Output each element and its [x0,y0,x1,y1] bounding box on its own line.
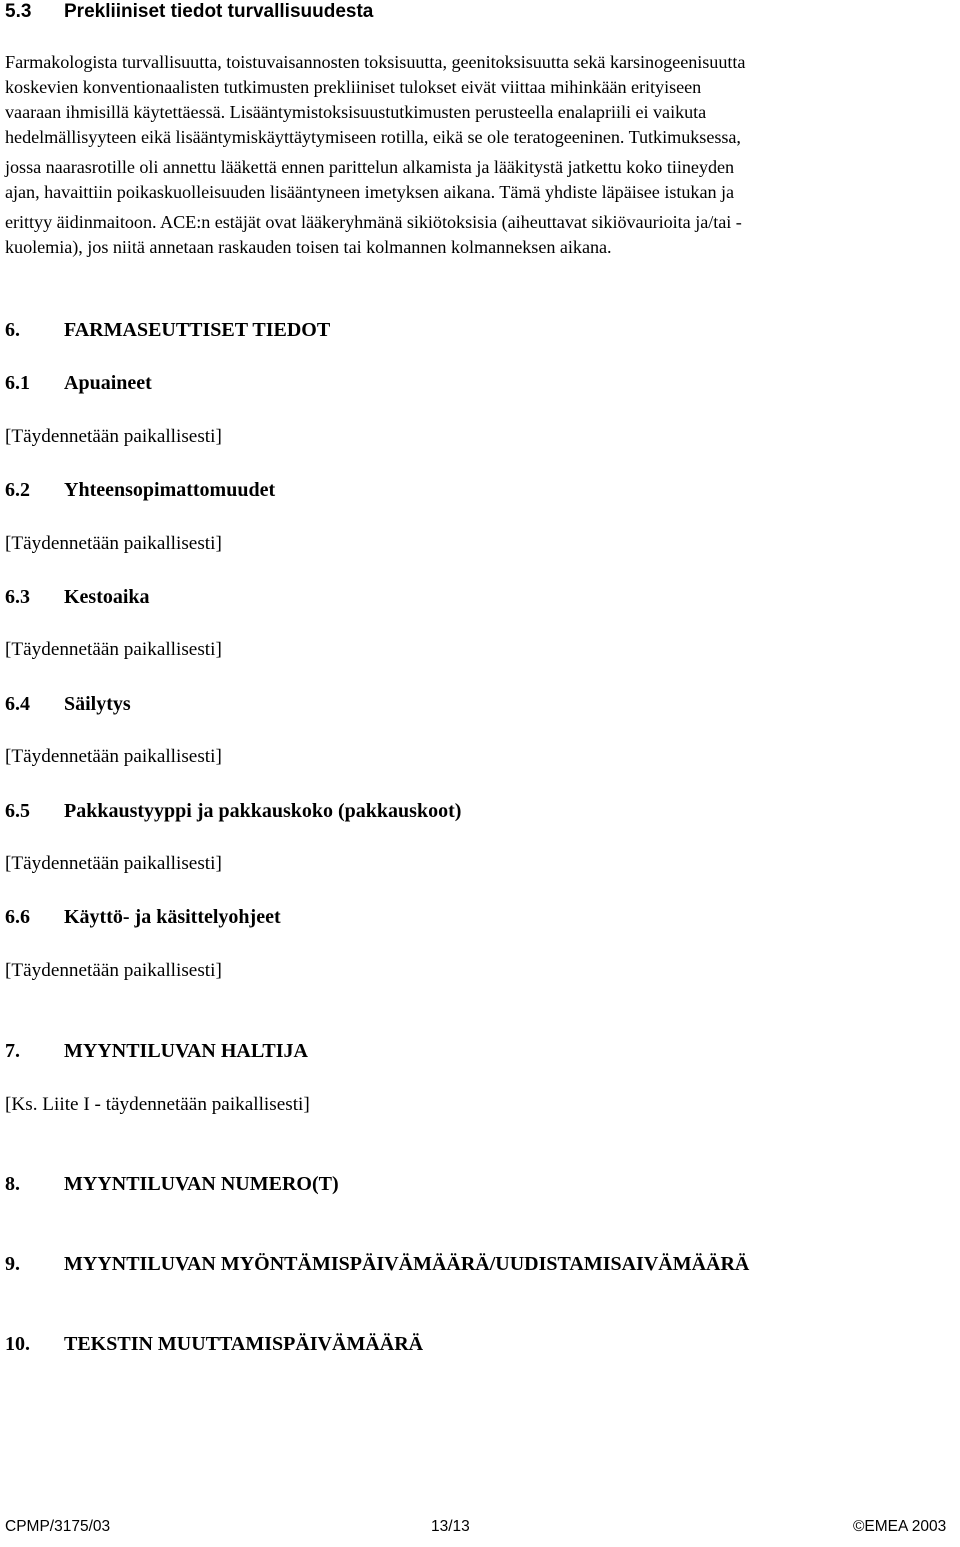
paragraph-line: ajan, havaittiin poikaskuolleisuuden lisääntyneen imetyksen aikana. Tämä yhdiste läpäisee istukan ja [5,182,735,202]
section-9-title: MYYNTILUVAN MYÖNTÄMISPÄIVÄMÄÄRÄ/UUDISTAMISAIVÄMÄÄRÄ [64,1253,750,1275]
section-5-3-title: Prekliiniset tiedot turvallisuudesta [64,1,374,22]
paragraph-line: jossa naarasrotille oli annettu lääkettä ennen parittelun alkamista ja lääkitystä jatkettu koko tiineyden [5,157,735,177]
footer-page-number: 13/13 [431,1518,470,1535]
paragraph-line: kuolemia), jos niitä annetaan raskauden toisen tai kolmannen kolmanneksen aikana. [5,237,612,257]
section-7-title: MYYNTILUVAN HALTIJA [64,1040,308,1062]
section-8-number: 8. [5,1173,20,1195]
subsection-6-4-content: [Täydennetään paikallisesti] [5,746,222,767]
section-10-number: 10. [5,1333,30,1355]
subsection-6-3-number: 6.3 [5,586,30,608]
subsection-6-1-content: [Täydennetään paikallisesti] [5,426,222,447]
subsection-6-1-number: 6.1 [5,372,30,394]
paragraph-line: erittyy äidinmaitoon. ACE:n estäjät ovat lääkeryhmänä sikiötoksisia (aiheuttavat sikiövaurioita ja/tai - [5,212,742,232]
section-5-3-number: 5.3 [5,1,32,22]
subsection-6-3-content: [Täydennetään paikallisesti] [5,639,222,660]
subsection-6-2-title: Yhteensopimattomuudet [64,479,276,501]
section-9-number: 9. [5,1253,20,1275]
section-6-title: FARMASEUTTISET TIEDOT [64,319,331,341]
section-6-number: 6. [5,319,20,341]
subsection-6-2-number: 6.2 [5,479,30,501]
subsection-6-5-content: [Täydennetään paikallisesti] [5,853,222,874]
paragraph-line: koskevien konventionaalisten tutkimusten prekliiniset tulokset eivät viittaa mihinkään erityiseen [5,77,702,97]
subsection-6-6-number: 6.6 [5,906,30,928]
paragraph-line: Farmakologista turvallisuutta, toistuvaisannosten toksisuutta, geenitoksisuutta sekä karsinogeenisuutta [5,52,746,72]
section-7-number: 7. [5,1040,20,1062]
subsection-6-4-number: 6.4 [5,693,30,715]
section-8-title: MYYNTILUVAN NUMERO(T) [64,1173,339,1195]
subsection-6-4-title: Säilytys [64,693,131,715]
footer-copyright [853,1517,946,1537]
section-7-content: [Ks. Liite I - täydennetään paikallisesti] [5,1094,310,1115]
subsection-6-2-content: [Täydennetään paikallisesti] [5,533,222,554]
subsection-6-5-number: 6.5 [5,800,30,822]
subsection-6-3-title: Kestoaika [64,586,150,608]
subsection-6-1-title: Apuaineet [64,372,152,394]
subsection-6-5-title: Pakkaustyyppi ja pakkauskoko (pakkauskoot) [64,800,462,822]
copyright-icon: © [853,1518,865,1535]
subsection-6-6-content: [Täydennetään paikallisesti] [5,960,222,981]
paragraph-line: hedelmällisyyteen eikä lisääntymiskäyttäytymiseen rotilla, eikä se ole teratogeeninen. Tutkimuksessa, [5,127,741,147]
paragraph-line: vaaraan ihmisillä käytettäessä. Lisääntymistoksisuustutkimusten perusteella enalapriili ei vaikuta [5,102,707,122]
section-10-title: TEKSTIN MUUTTAMISPÄIVÄMÄÄRÄ [64,1333,424,1355]
footer-copyright-text: EMEA 2003 [864,1518,947,1535]
subsection-6-6-title: Käyttö- ja käsittelyohjeet [64,906,281,928]
footer-doc-ref: CPMP/3175/03 [5,1518,111,1535]
